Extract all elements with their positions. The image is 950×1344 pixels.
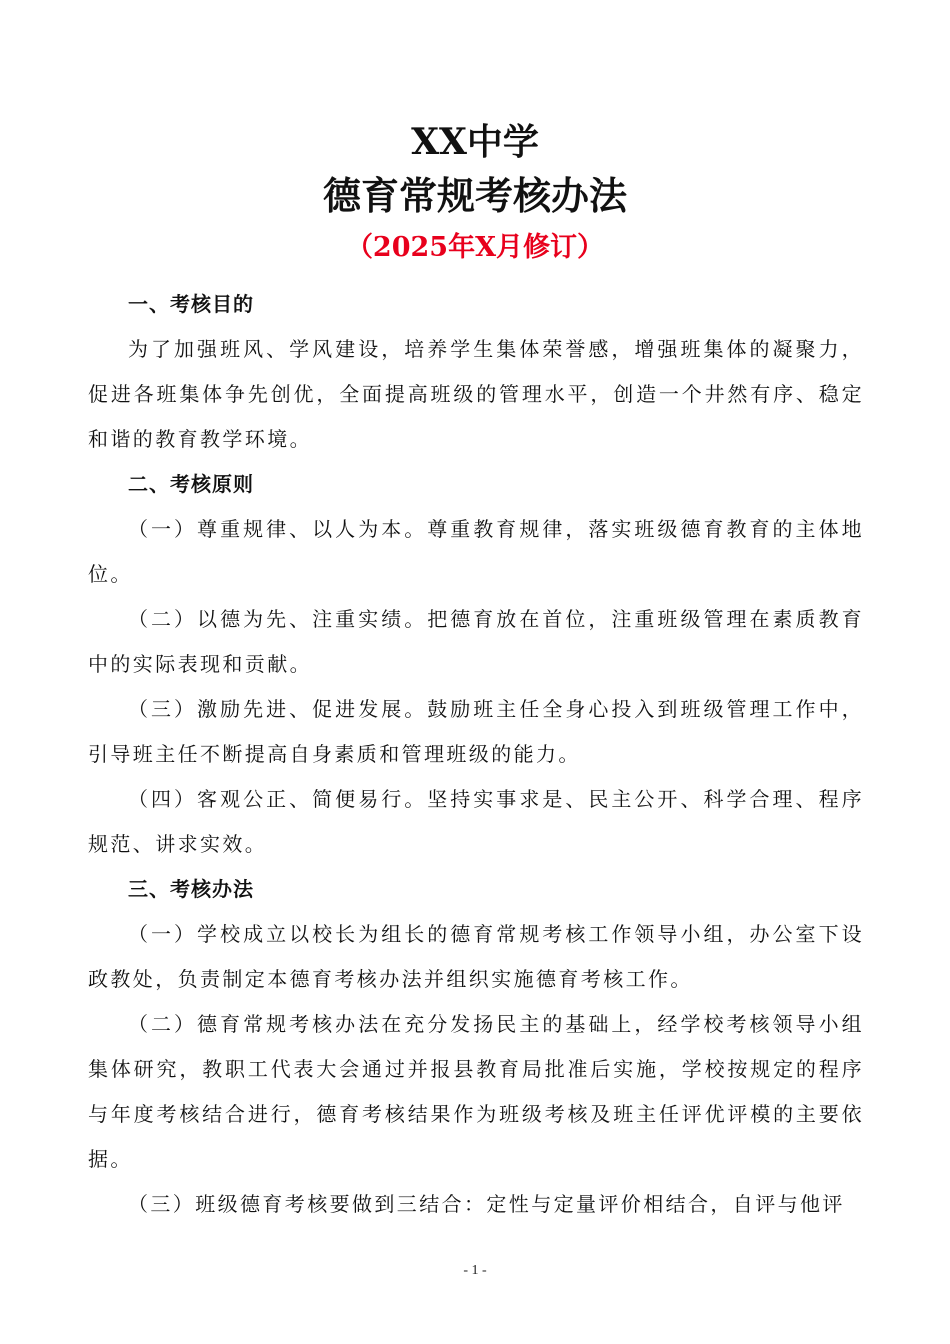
section-heading-purpose: 一、考核目的 <box>128 292 254 316</box>
paragraph: （一）尊重规律、以人为本。尊重教育规律，落实班级德育教育的主体地位。 <box>88 517 864 586</box>
paragraph: 为了加强班风、学风建设，培养学生集体荣誉感，增强班集体的凝聚力，促进各班集体争先创优，全面提高班级的管理水平，创造一个井然有序、稳定和谐的教育教学环境。 <box>88 337 864 451</box>
paragraph: （二）德育常规考核办法在充分发扬民主的基础上，经学校考核领导小组集体研究，教职工代表大会通过并报县教育局批准后实施，学校按规定的程序与年度考核结合进行，德育考核结果作为班级考核及班主任评优评模的主要依据。 <box>88 1012 864 1171</box>
page-number: - 1 - <box>463 1263 487 1278</box>
document-title: 德育常规考核办法 <box>322 173 627 218</box>
school-name: XX中学 <box>411 121 539 163</box>
title-block <box>0 118 950 270</box>
document-body <box>88 282 864 1227</box>
paragraph: （一）学校成立以校长为组长的德育常规考核工作领导小组，办公室下设政教处，负责制定本德育考核办法并组织实施德育考核工作。 <box>88 922 864 991</box>
paragraph: （四）客观公正、简便易行。坚持实事求是、民主公开、科学合理、程序规范、讲求实效。 <box>88 787 864 856</box>
revision-note: （2025年X月修订） <box>345 232 605 263</box>
section-heading-principles: 二、考核原则 <box>128 472 254 496</box>
section-heading-methods: 三、考核办法 <box>128 877 254 901</box>
paragraph: （二）以德为先、注重实绩。把德育放在首位，注重班级管理在素质教育中的实际表现和贡献。 <box>88 607 864 676</box>
paragraph: （三）班级德育考核要做到三结合：定性与定量评价相结合，自评与他评 <box>128 1192 845 1216</box>
paragraph: （三）激励先进、促进发展。鼓励班主任全身心投入到班级管理工作中，引导班主任不断提高自身素质和管理班级的能力。 <box>88 697 864 766</box>
